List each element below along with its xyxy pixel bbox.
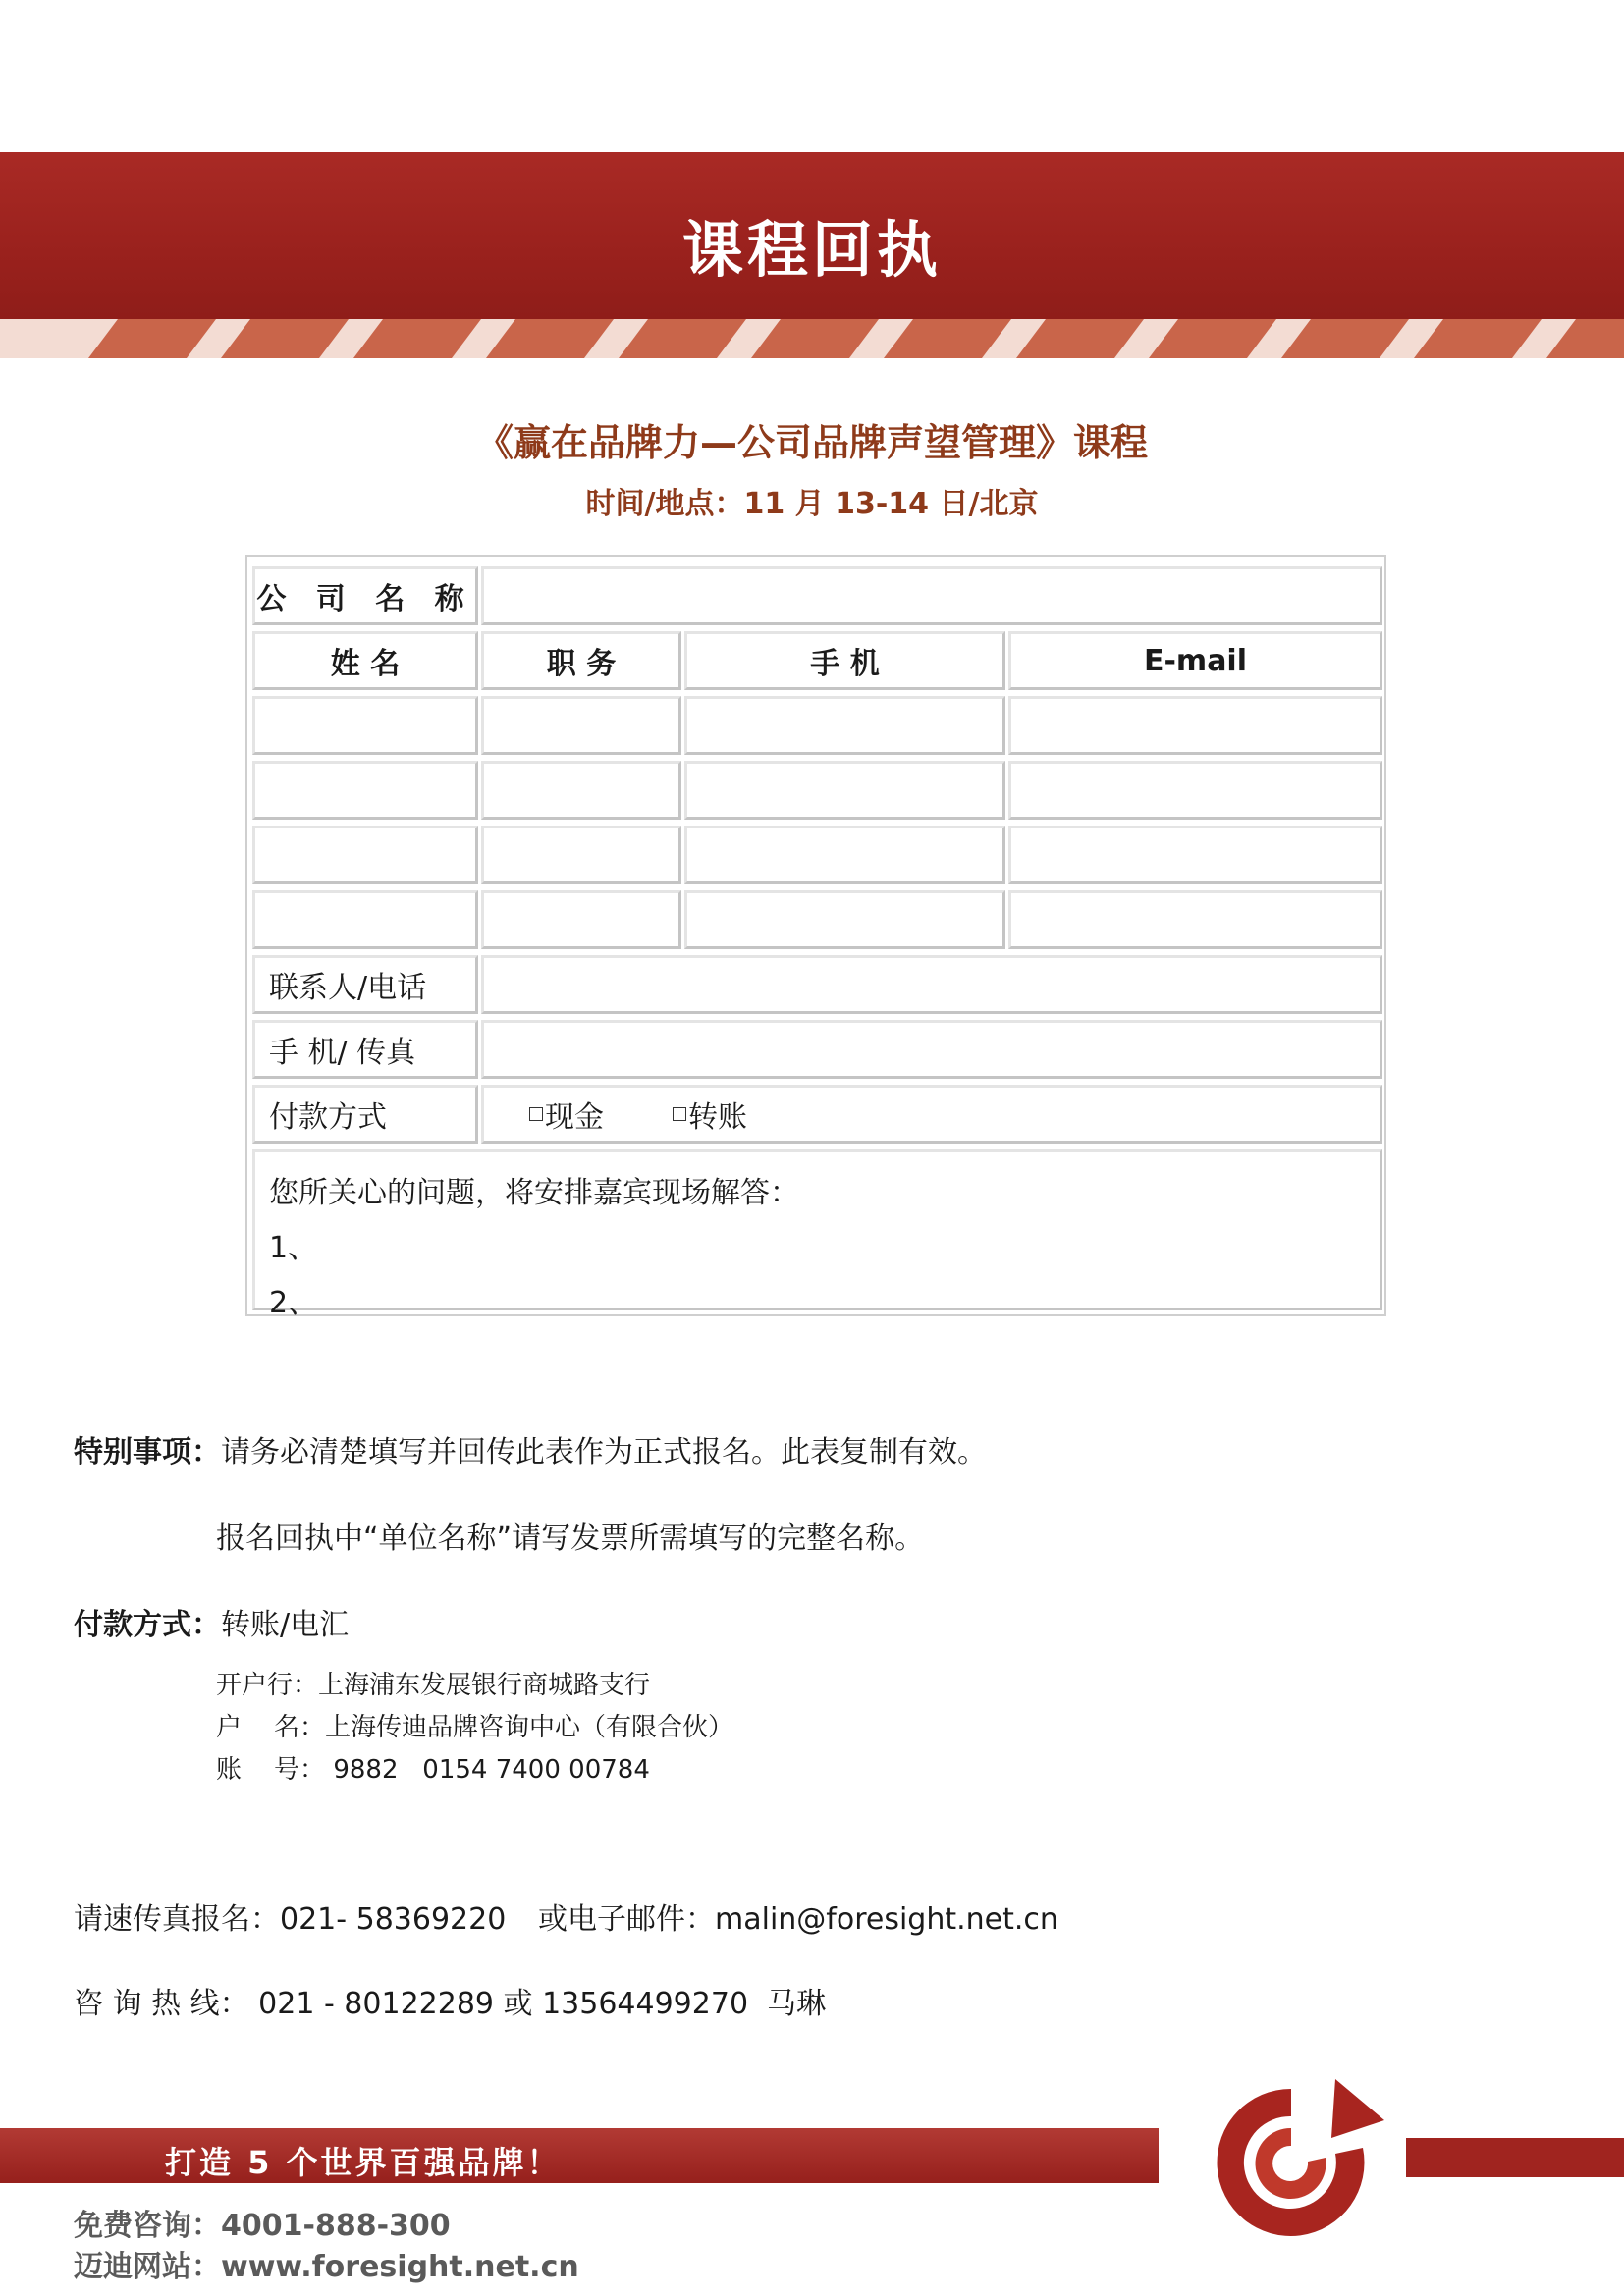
column-header-email: E-mail — [1008, 631, 1382, 690]
footer-banner-right — [1406, 2138, 1624, 2177]
free-consult: 免费咨询：4001-888-300 — [74, 2209, 451, 2243]
payment-info-value: 转账/电汇 — [221, 1608, 350, 1642]
payment-option-transfer[interactable] — [673, 1093, 747, 1136]
column-header-name: 姓 名 — [252, 631, 478, 690]
account-name: 户 名：上海传迪品牌咨询中心（有限合伙） — [216, 1713, 734, 1742]
attendee-name-input[interactable] — [252, 826, 478, 884]
payment-option-cash-label: 现金 — [545, 1100, 604, 1135]
payment-info-label: 付款方式： — [74, 1608, 221, 1642]
consult-hotline: 咨 询 热 线： 021 - 80122289 或 13564499270 马琳 — [74, 1987, 827, 2021]
mobile-fax-label: 手 机/ 传真 — [252, 1020, 478, 1079]
attendee-mobile-input[interactable] — [684, 890, 1005, 949]
special-notes-line: 请务必清楚填写并回传此表作为正式报名。此表复制有效。 — [221, 1435, 987, 1469]
special-notes-label: 特别事项： — [74, 1435, 221, 1469]
email-registration: 或电子邮件：malin@foresight.net.cn — [538, 1902, 1058, 1937]
column-header-position: 职 务 — [481, 631, 681, 690]
attendee-name-input[interactable] — [252, 761, 478, 820]
payment-option-transfer-label: 转账 — [688, 1100, 747, 1135]
attendee-email-input[interactable] — [1008, 696, 1382, 755]
company-name-input[interactable] — [481, 566, 1382, 625]
account-number: 账 号： 9882 0154 7400 00784 — [216, 1755, 650, 1785]
attendee-mobile-input[interactable] — [684, 826, 1005, 884]
questions-prompt: 您所关心的问题，将安排嘉宾现场解答： — [269, 1176, 799, 1210]
question-item: 2、 — [269, 1286, 318, 1320]
column-header-mobile: 手 机 — [684, 631, 1005, 690]
question-item: 1、 — [269, 1231, 318, 1265]
attendee-name-input[interactable] — [252, 696, 478, 755]
attendee-email-input[interactable] — [1008, 761, 1382, 820]
course-time-location: 时间/地点：11 月 13-14 日/北京 — [585, 487, 1039, 521]
payment-option-cash[interactable] — [529, 1093, 604, 1136]
website-link[interactable]: 迈迪网站：www.foresight.net.cn — [74, 2250, 579, 2284]
checkbox-icon[interactable] — [529, 1107, 543, 1121]
attendee-position-input[interactable] — [481, 696, 681, 755]
attendee-name-input[interactable] — [252, 890, 478, 949]
page-title: 课程回执 — [681, 214, 942, 286]
footer-slogan: 打造 5 个世界百强品牌！ — [165, 2144, 562, 2181]
attendee-position-input[interactable] — [481, 826, 681, 884]
special-notes — [74, 1427, 987, 1470]
checkbox-icon[interactable] — [673, 1107, 686, 1121]
attendee-position-input[interactable] — [481, 890, 681, 949]
payment-method-label: 付款方式 — [252, 1085, 478, 1144]
bank-name: 开户行：上海浦东发展银行商城路支行 — [216, 1671, 651, 1700]
attendee-mobile-input[interactable] — [684, 761, 1005, 820]
company-name-label: 公 司 名 称 — [252, 566, 478, 625]
fax-registration: 请速传真报名：021- 58369220 — [74, 1902, 507, 1937]
attendee-mobile-input[interactable] — [684, 696, 1005, 755]
payment-info — [74, 1600, 349, 1643]
decorative-stripe-band — [0, 319, 1624, 358]
mobile-fax-input[interactable] — [481, 1020, 1382, 1079]
payment-options — [481, 1085, 1382, 1144]
questions-field[interactable] — [252, 1149, 1382, 1320]
attendee-email-input[interactable] — [1008, 890, 1382, 949]
special-notes-line: 报名回执中“单位名称”请写发票所需填写的完整名称。 — [216, 1522, 925, 1556]
contact-phone-label: 联系人/电话 — [252, 955, 478, 1014]
course-title: 《赢在品牌力—公司品牌声望管理》课程 — [475, 421, 1148, 464]
foresight-logo-icon — [1188, 2059, 1394, 2266]
attendee-email-input[interactable] — [1008, 826, 1382, 884]
attendee-position-input[interactable] — [481, 761, 681, 820]
registration-form — [245, 555, 1386, 1320]
contact-phone-input[interactable] — [481, 955, 1382, 1014]
